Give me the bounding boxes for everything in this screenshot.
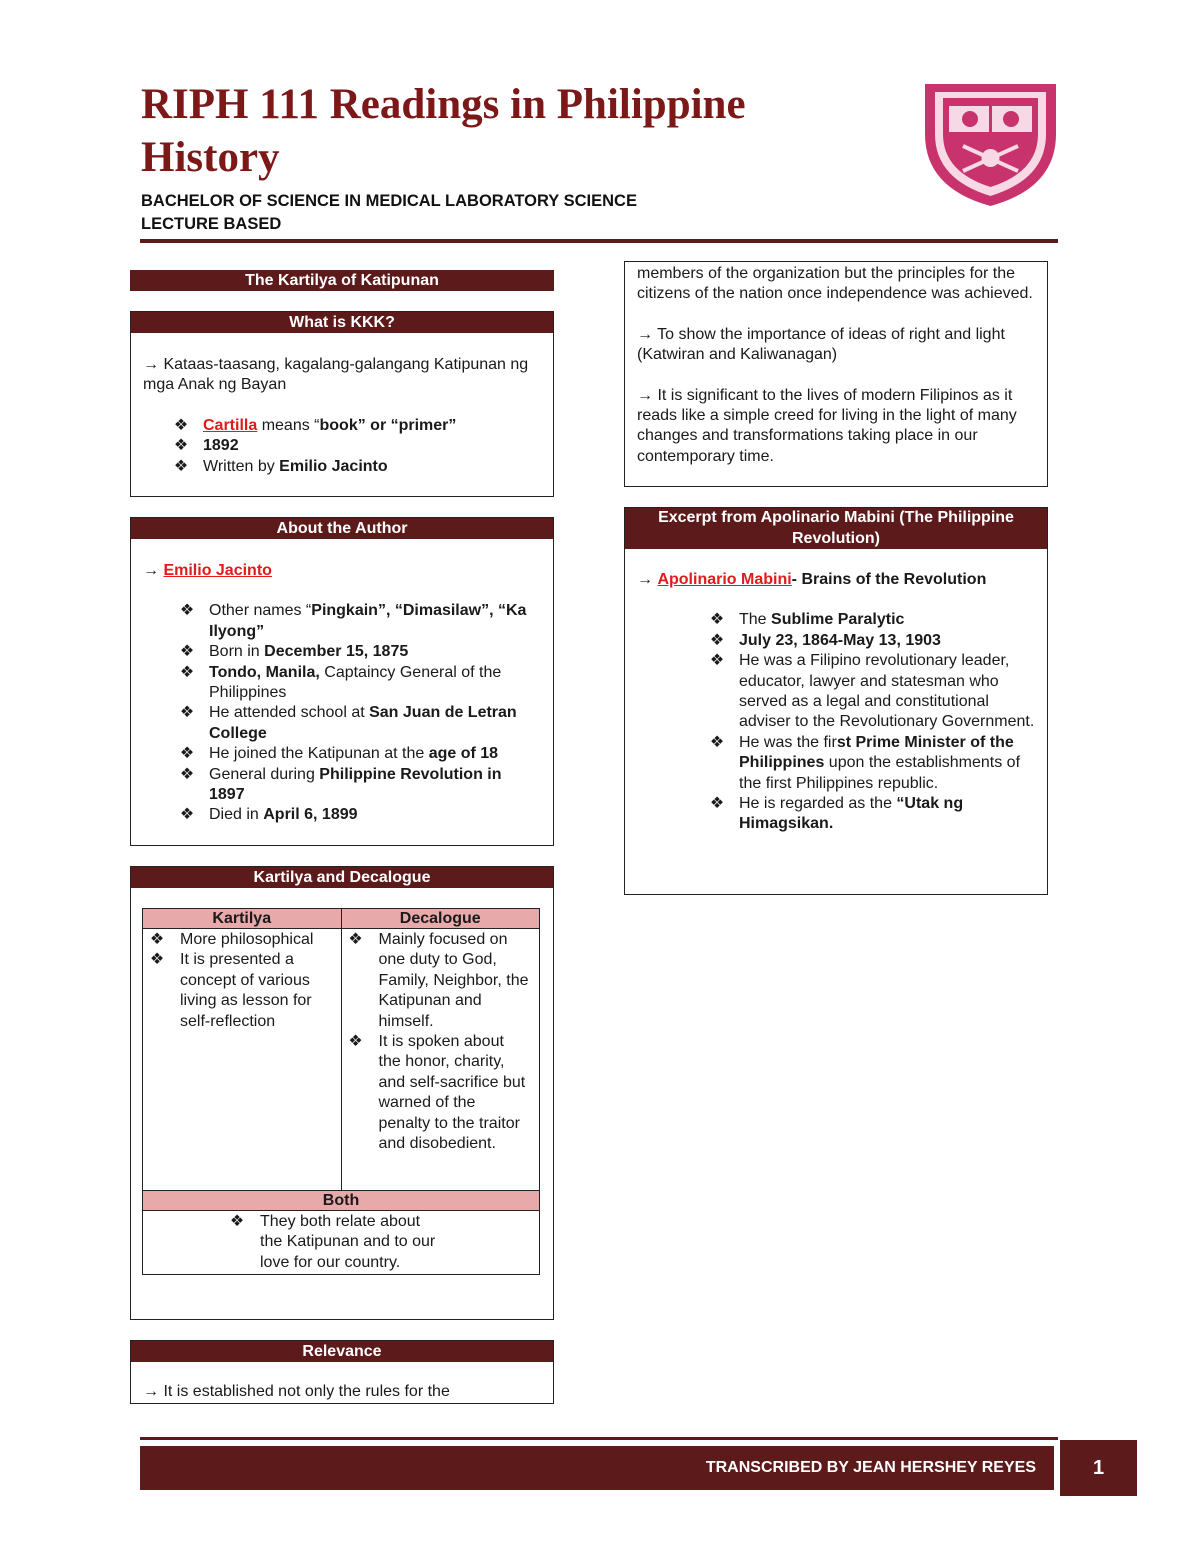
page-number: 1 bbox=[1060, 1440, 1137, 1496]
relevance-point-1: → It is established not only the rules for the bbox=[143, 1383, 450, 1400]
kkk-heading: What is KKK? bbox=[131, 312, 553, 333]
arrow-icon: → bbox=[637, 571, 653, 588]
diamond-bullet-icon: ❖ bbox=[179, 643, 195, 661]
author-name-line bbox=[143, 561, 541, 581]
both-cell bbox=[143, 1211, 540, 1275]
diamond-bullet-icon: ❖ bbox=[173, 457, 189, 475]
mabini-heading: Excerpt from Apolinario Mabini (The Philippine Revolution) bbox=[625, 508, 1047, 549]
list-item: ❖ He attended school at San Juan de Letran College bbox=[177, 703, 537, 744]
diamond-bullet-icon: ❖ bbox=[179, 765, 195, 783]
kkk-definition: → Kataas-taasang, kagalang-galangang Katipunan ng mga Anak ng Bayan bbox=[143, 356, 529, 394]
arrow-icon: → bbox=[143, 562, 159, 579]
list-item: ❖ Written by Emilio Jacinto bbox=[171, 457, 541, 477]
list-item: ❖ Tondo, Manila, Captaincy General of the Philippines bbox=[177, 663, 537, 704]
diamond-bullet-icon: ❖ bbox=[173, 437, 189, 455]
list-item: ❖ He is regarded as the “Utak ng Himagsikan. bbox=[707, 794, 1035, 835]
diamond-bullet-icon: ❖ bbox=[179, 704, 195, 722]
mabini-name-link[interactable]: Apolinario Mabini bbox=[657, 571, 792, 588]
author-box bbox=[130, 517, 554, 846]
list-item: ❖ Cartilla means “book” or “primer” bbox=[171, 416, 541, 436]
section-heading: The Kartilya of Katipunan bbox=[130, 270, 554, 291]
cartilla-link[interactable]: Cartilla bbox=[203, 416, 258, 434]
diamond-bullet-icon: ❖ bbox=[709, 611, 725, 629]
arrow-icon: → bbox=[637, 325, 653, 343]
arrow-icon: → bbox=[637, 386, 653, 404]
relevance-point-3: → It is significant to the lives of modern Filipinos as it reads like a simple creed for living in the light of many changes and transformations taking place in our contemporary time. bbox=[637, 386, 1017, 465]
list-item: ❖ He joined the Katipunan at the age of 18 bbox=[177, 744, 537, 764]
arrow-icon: → bbox=[143, 356, 159, 373]
list-item: ❖ It is presented a concept of various living as lesson for self-reflection bbox=[147, 950, 331, 1032]
list-item: ❖ Other names “Pingkain”, “Dimasilaw”, “Ka Ilyong” bbox=[177, 601, 537, 642]
author-heading: About the Author bbox=[131, 518, 553, 539]
relevance-point-2: → To show the importance of ideas of right and light (Katwiran and Kaliwanagan) bbox=[637, 325, 1005, 364]
lecture-type: LECTURE BASED bbox=[141, 215, 282, 233]
diamond-bullet-icon: ❖ bbox=[149, 931, 165, 948]
diamond-bullet-icon: ❖ bbox=[149, 951, 165, 969]
diamond-bullet-icon: ❖ bbox=[179, 806, 195, 824]
program-name: BACHELOR OF SCIENCE IN MEDICAL LABORATORY SCIENCE bbox=[141, 192, 637, 210]
subtitle bbox=[141, 190, 637, 236]
diamond-bullet-icon: ❖ bbox=[348, 1033, 363, 1051]
decalogue-cell bbox=[341, 929, 540, 1191]
diamond-bullet-icon: ❖ bbox=[709, 795, 725, 813]
diamond-bullet-icon: ❖ bbox=[709, 631, 725, 649]
mabini-name-line: → Apolinario Mabini- Brains of the Revolution bbox=[637, 571, 987, 588]
author-list bbox=[143, 601, 541, 825]
diamond-bullet-icon: ❖ bbox=[179, 663, 195, 681]
diamond-bullet-icon: ❖ bbox=[229, 1213, 245, 1230]
relevance-point-1-continued: members of the organization but the principles for the citizens of the nation once independence was achieved. bbox=[637, 265, 1033, 303]
list-item: ❖ July 23, 1864-May 13, 1903 bbox=[707, 631, 1035, 651]
header-rule bbox=[140, 239, 1058, 243]
column-header-decalogue: Decalogue bbox=[341, 909, 540, 929]
mabini-list bbox=[637, 610, 1035, 834]
diamond-bullet-icon: ❖ bbox=[173, 416, 189, 434]
comparison-table bbox=[142, 908, 540, 1275]
diamond-bullet-icon: ❖ bbox=[709, 733, 725, 751]
diamond-bullet-icon: ❖ bbox=[348, 931, 363, 948]
list-item: ❖ General during Philippine Revolution in 1897 bbox=[177, 765, 537, 806]
column-header-kartilya: Kartilya bbox=[143, 909, 342, 929]
list-item: ❖ They both relate about the Katipunan and to our love for our country. bbox=[227, 1212, 445, 1273]
kartilya-cell bbox=[143, 929, 342, 1191]
both-header: Both bbox=[143, 1191, 540, 1211]
list-item: ❖ He was a Filipino revolutionary leader, educator, lawyer and statesman who served as a legal and constitutional adviser to the Revolutionary Government. bbox=[707, 651, 1035, 733]
list-item: ❖ He was the first Prime Minister of the Philippines upon the establishments of the first Philippines republic. bbox=[707, 733, 1035, 794]
list-item: ❖ The Sublime Paralytic bbox=[707, 610, 1035, 630]
list-item: ❖ Born in December 15, 1875 bbox=[177, 642, 537, 662]
university-seal-logo bbox=[913, 76, 1068, 211]
list-item: ❖ Died in April 6, 1899 bbox=[177, 805, 537, 825]
comparison-box bbox=[130, 866, 554, 1320]
relevance-continued-box bbox=[624, 261, 1048, 487]
list-item: ❖ More philosophical bbox=[147, 930, 331, 950]
relevance-heading: Relevance bbox=[131, 1341, 553, 1362]
diamond-bullet-icon: ❖ bbox=[709, 652, 725, 670]
list-item: ❖ It is spoken about the honor, charity, and self-sacrifice but warned of the penalty to the traitor and disobedient. bbox=[346, 1032, 530, 1154]
relevance-box bbox=[130, 1340, 554, 1404]
footer-credit: TRANSCRIBED BY JEAN HERSHEY REYES bbox=[140, 1446, 1054, 1490]
document-title: RIPH 111 Readings in Philippine History bbox=[141, 81, 746, 181]
arrow-icon: → bbox=[143, 1383, 159, 1400]
diamond-bullet-icon: ❖ bbox=[179, 745, 195, 763]
kkk-list bbox=[143, 416, 541, 477]
comparison-heading: Kartilya and Decalogue bbox=[131, 867, 553, 888]
footer-rule bbox=[140, 1437, 1058, 1440]
kkk-box bbox=[130, 311, 554, 497]
list-item: ❖ Mainly focused on one duty to God, Family, Neighbor, the Katipunan and himself. bbox=[346, 930, 530, 1032]
diamond-bullet-icon: ❖ bbox=[179, 602, 195, 620]
author-name-link[interactable]: Emilio Jacinto bbox=[163, 562, 272, 579]
mabini-box bbox=[624, 507, 1048, 895]
list-item: ❖ 1892 bbox=[171, 436, 541, 456]
